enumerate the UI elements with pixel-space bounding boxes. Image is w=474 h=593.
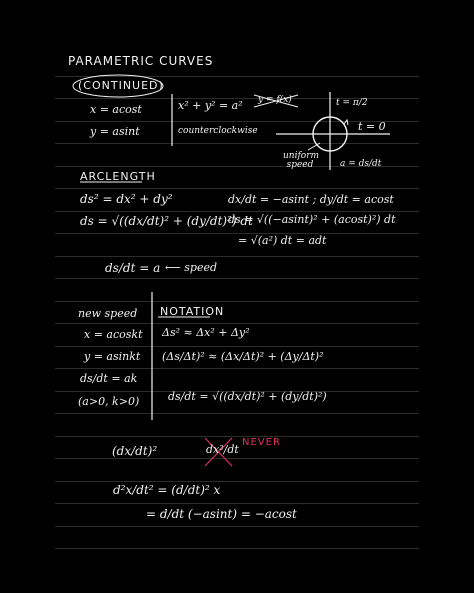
- delta-rate-approx: (Δs/Δt)² ≈ (Δx/Δt)² + (Δy/Δt)²: [162, 350, 324, 363]
- ds-substitution: ds = √((−asint)² + (acost)²) dt: [228, 213, 396, 226]
- speed-note: ⟵ speed: [165, 261, 218, 274]
- new-ds-dt: ds/dt = ak: [80, 372, 138, 385]
- ds-formula: ds = √((dx/dt)² + (dy/dt)²) dt: [80, 214, 253, 228]
- notation-heading: NOTATION: [160, 305, 225, 318]
- crossed-equation: y = f(x): [258, 95, 292, 105]
- second-derivative-result: = d/dt (−asint) = −acost: [146, 507, 297, 521]
- new-x-equation: x = acoskt: [84, 328, 143, 341]
- wrong-notation: dx²/dt: [206, 443, 239, 456]
- dxdt-squared: (dx/dt)²: [112, 444, 158, 458]
- circle-equation: x² + y² = a²: [178, 99, 243, 112]
- arclength-heading: ARCLENGTH: [80, 170, 156, 183]
- page-subtitle: (CONTINUED): [78, 79, 164, 92]
- page-title: PARAMETRIC CURVES: [68, 54, 214, 68]
- positivity-condition: (a>0, k>0): [78, 395, 140, 408]
- delta-approx: Δs² ≈ Δx² + Δy²: [162, 326, 250, 339]
- t-zero-label: t = 0: [358, 120, 386, 133]
- second-derivative: d²x/dt² = (d/dt)² x: [113, 483, 221, 497]
- speed-equation: ds/dt = a: [105, 261, 161, 275]
- uniform-speed-label: uniform speed: [283, 151, 320, 171]
- new-y-equation: y = asinkt: [84, 350, 141, 363]
- t-pi-half-label: t = π/2: [336, 98, 368, 108]
- y-equation: y = asint: [90, 125, 140, 138]
- a-ds-label: a = ds/dt: [340, 159, 382, 169]
- derivatives-eq: dx/dt = −asint ; dy/dt = acost: [228, 193, 394, 206]
- new-speed-heading: new speed: [78, 307, 138, 320]
- speed-formula: ds/dt = √((dx/dt)² + (dy/dt)²): [168, 390, 327, 403]
- ds-squared-eq: ds² = dx² + dy²: [80, 192, 173, 206]
- ds-result: = √(a²) dt = adt: [238, 234, 327, 247]
- x-equation: x = acost: [90, 103, 142, 116]
- direction-label: counterclockwise: [178, 126, 258, 136]
- never-label: NEVER: [242, 437, 281, 448]
